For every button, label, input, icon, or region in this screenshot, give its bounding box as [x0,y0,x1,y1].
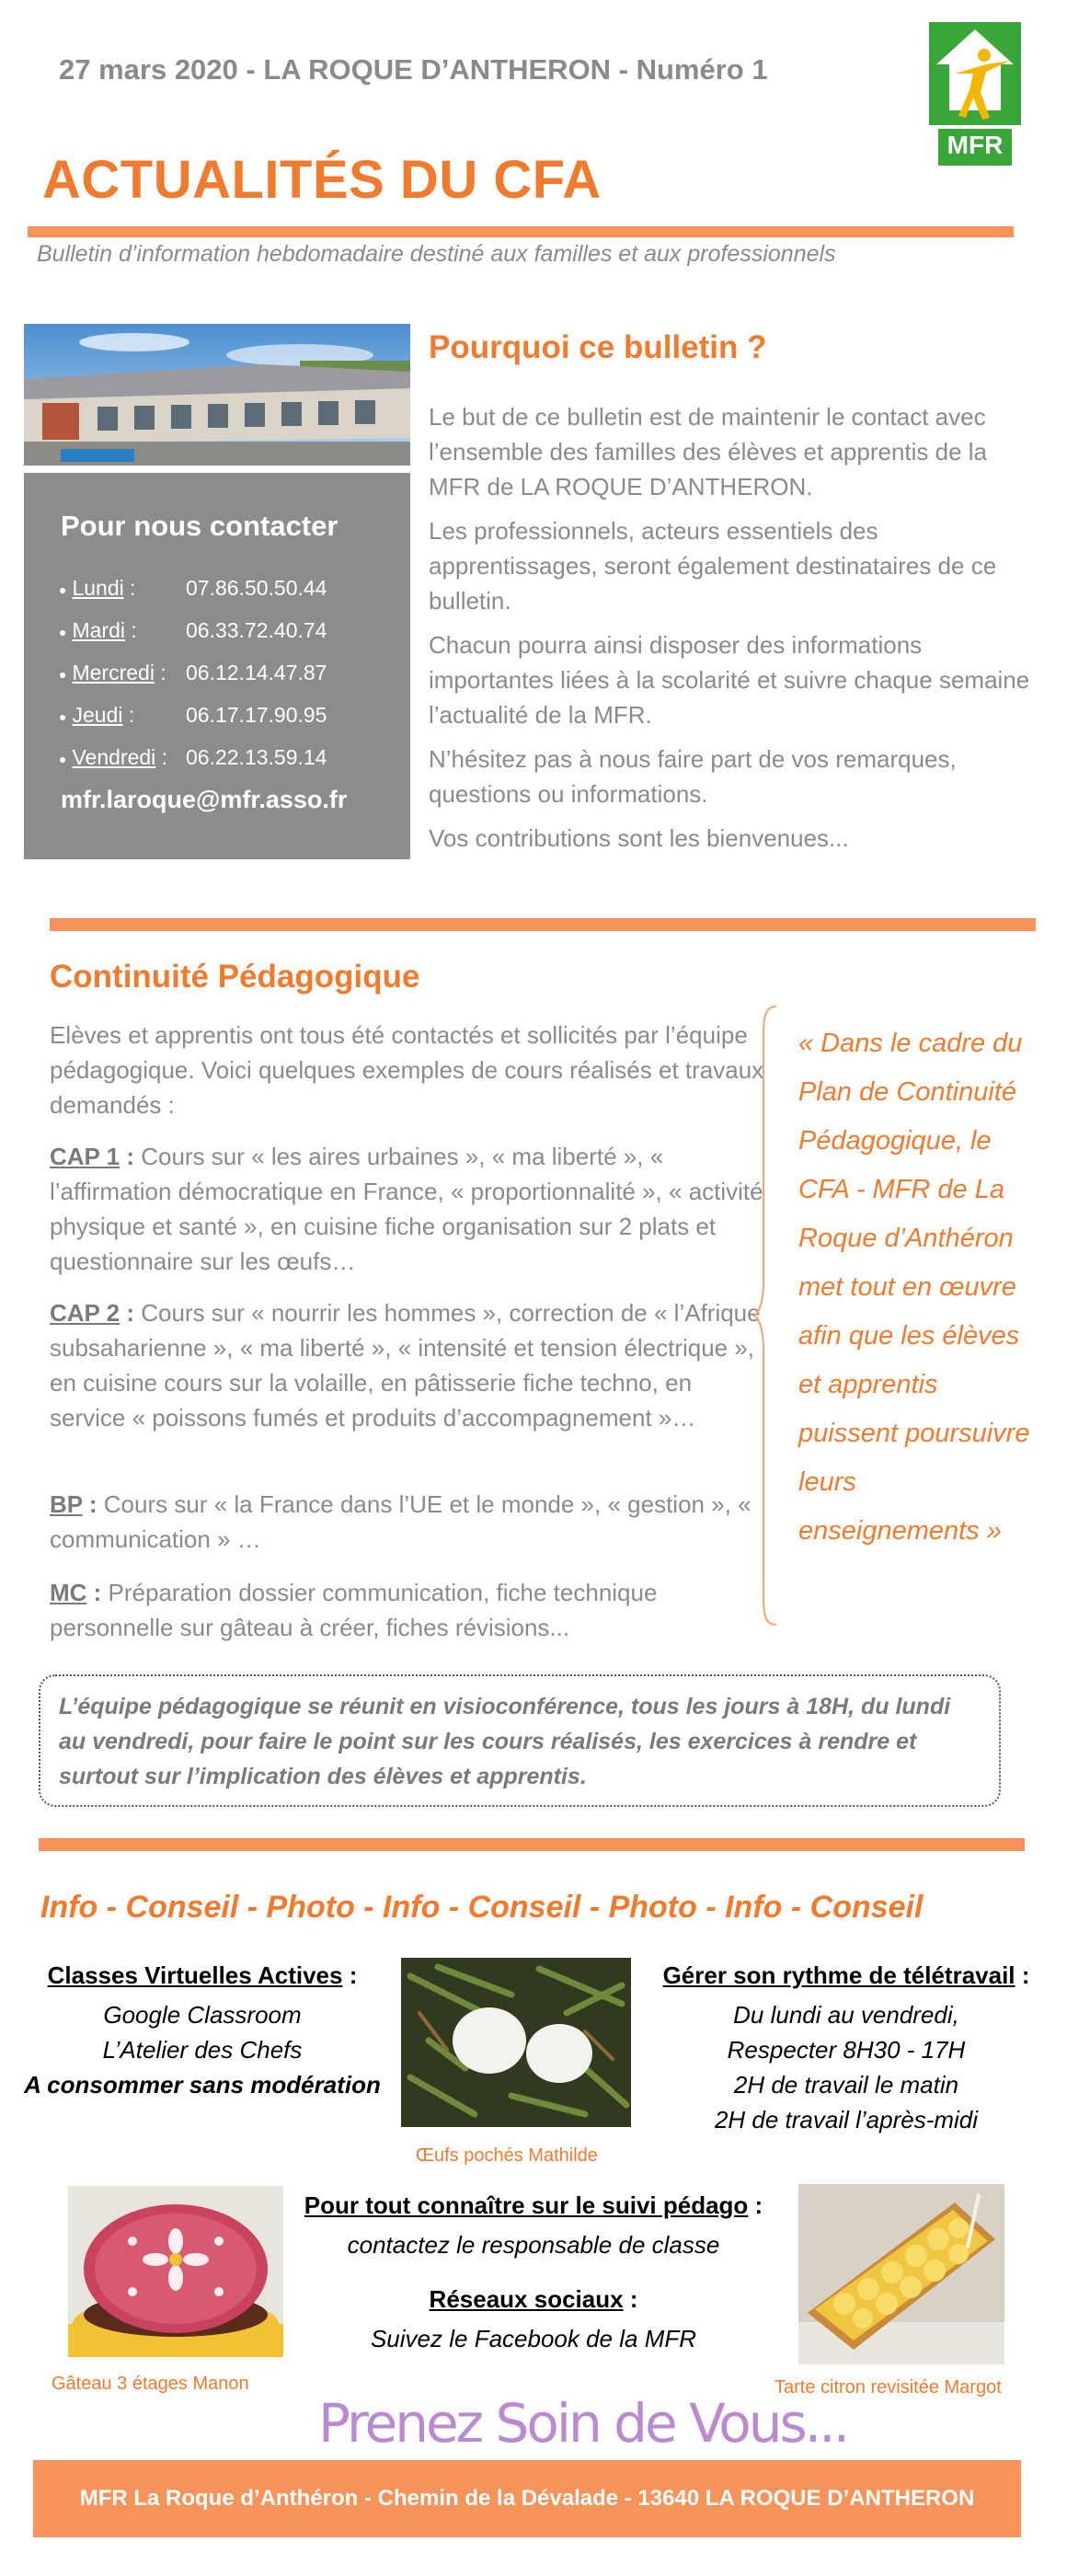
virtual-class-line: L’Atelier des Chefs [102,2036,303,2064]
social-block: Réseaux sociaux : Suivez le Facebook de la MFR [276,2282,791,2356]
telework-line: 2H de travail l’après-midi [714,2106,979,2133]
care-slogan: Prenez Soin de Vous... [318,2392,848,2455]
telework-heading: Gérer son rythme de télétravail [662,1961,1015,1989]
phone-number[interactable]: 06.22.13.59.14 [186,745,327,769]
course-text: Préparation dossier communication, fiche technique personnelle sur gâteau à créer, fiches révisions... [50,1579,658,1641]
course-item-mc: MC : Préparation dossier communication, fiche technique personnelle sur gâteau à créer, fiches révisions... [50,1579,658,1641]
team-note-text: L’équipe pédagogique se réunit en visioconférence, tous les jours à 18H, du lundi au vendredi, pour faire le point sur les cours réalisés, les exercices à rendre et surtout sur l’implication des élèves et apprentis. [59,1694,951,1789]
footer-address: MFR La Roque d’Anthéron - Chemin de la Dévalade - 13640 LA ROQUE D’ANTHERON [79,2486,975,2511]
page-title: ACTUALITÉS DU CFA [42,150,602,210]
course-item-cap1: CAP 1 : Cours sur « les aires urbaines », « ma liberté », « l’affirmation démocratique en France, « proportionnalité », « activité physique et santé », en cuisine fiche organisation sur 2 plats et questionnaire sur les œufs… [50,1143,763,1275]
why-paragraph: Vos contributions sont les bienvenues... [429,824,849,852]
issue-line: 27 mars 2020 - LA ROQUE D’ANTHERON - Numéro 1 [59,53,768,86]
why-paragraph: Chacun pourra ainsi disposer des informations importantes liées à la scolarité et suivre chaque semaine l’actualité de la MFR. [429,631,1030,729]
continuity-intro: Elèves et apprentis ont tous été contactés et sollicités par l’équipe pédagogique. Voici quelques exemples de cours réalisés et travaux demandés : [50,1021,764,1119]
contact-row-tuesday: ● Mardi : 06.33.72.40.74 [59,618,327,642]
telework-line: Du lundi au vendredi, [733,2001,959,2029]
course-label: BP [50,1490,83,1518]
followup-heading: Pour tout connaître sur le suivi pédago [304,2191,749,2219]
course-item-bp: BP : Cours sur « la France dans l’UE et le monde », « gestion », « communication » … [50,1490,751,1553]
phone-number[interactable]: 07.86.50.50.44 [186,576,327,600]
contact-title: Pour nous contacter [61,510,338,542]
photo-caption: Tarte citron revisitée Margot [774,2377,1002,2398]
virtual-class-line: A consommer sans modération [24,2071,381,2099]
logo-text: MFR [947,131,1004,159]
lemon-tart-photo [798,2184,1004,2364]
followup-block: Pour tout connaître sur le suivi pédago : contactez le responsable de classe [276,2188,791,2262]
virtual-classes-block: Classes Virtuelles Actives : Google Classroom L’Atelier des Chefs A consommer sans modération [0,1958,405,2102]
team-note-box [39,1674,1001,1807]
course-text: Cours sur « la France dans l’UE et le monde », « gestion », « communication » … [50,1490,751,1553]
quote-brace [752,1005,780,1627]
followup-line: contactez le responsable de classe [347,2231,720,2259]
pull-quote: « Dans le cadre du Plan de Continuité Pédagogique, le CFA - MFR de La Roque d’Anthéron met tout en œuvre afin que les élèves et apprentis puissent poursuivre leurs enseignements » [798,1029,1030,1546]
bullet-icon: ● [59,581,67,597]
contact-row-monday: ● Lundi : 07.86.50.50.44 [59,576,327,600]
course-text: Cours sur « les aires urbaines », « ma liberté », « l’affirmation démocratique en France, « proportionnalité », « activité physique et santé », en cuisine fiche organisation sur 2 plats et questionnaire sur les œufs… [50,1143,763,1275]
footer-bar [33,2460,1021,2537]
info-banner: Info - Conseil - Photo - Info - Conseil - Photo - Info - Conseil [40,1890,924,1925]
course-label: CAP 2 [50,1299,120,1327]
social-heading: Réseaux sociaux [429,2285,624,2313]
why-paragraph: Le but de ce bulletin est de maintenir le contact avec l’ensemble des familles des élèves et apprentis de la MFR de LA ROQUE D’ANTHERON. [429,403,988,500]
why-paragraph: Les professionnels, acteurs essentiels des apprentissages, seront également destinataires de ce bulletin. [429,517,997,615]
section-divider-bar [50,918,1036,931]
poached-eggs-photo [401,1958,631,2127]
cake-photo [68,2186,283,2357]
contact-row-thursday: ● Jeudi : 06.17.17.90.95 [59,703,327,727]
why-paragraph: N’hésitez pas à nous faire part de vos remarques, questions ou informations. [429,745,957,808]
why-title: Pourquoi ce bulletin ? [429,329,767,365]
contact-row-friday: ● Vendredi : 06.22.13.59.14 [59,745,327,769]
contact-row-wednesday: ● Mercredi : 06.12.14.47.87 [59,661,327,684]
telework-block: Gérer son rythme de télétravail : Du lundi au vendredi, Respecter 8H30 - 17H 2H de travail le matin 2H de travail l’après-midi [635,1958,1058,2137]
virtual-class-line: Google Classroom [103,2001,302,2029]
course-text: Cours sur « nourrir les hommes », correction de « l’Afrique subsaharienne », « ma liberté », « intensité et tension électrique », en cuisine cours sur la volaille, en pâtisserie fiche techno, en service « poissons fumés et produits d’accompagnement »… [50,1299,761,1432]
bullet-icon: ● [59,708,67,724]
page-subtitle: Bulletin d’information hebdomadaire destiné aux familles et aux professionnels [37,241,836,267]
bullet-icon: ● [59,751,67,766]
mfr-logo [929,22,1021,171]
course-item-cap2: CAP 2 : Cours sur « nourrir les hommes », correction de « l’Afrique subsaharienne », « ma liberté », « intensité et tension électrique », en cuisine cours sur la volaille, en pâtisserie fiche techno, en service « poissons fumés et produits d’accompagnement »… [50,1299,761,1432]
telework-line: 2H de travail le matin [733,2071,959,2099]
photo-caption: Gâteau 3 étages Manon [52,2374,249,2394]
social-line[interactable]: Suivez le Facebook de la MFR [370,2325,697,2352]
section-divider-bar [39,1838,1025,1851]
photo-caption: Œufs pochés Mathilde [416,2145,598,2166]
virtual-classes-heading: Classes Virtuelles Actives [47,1961,343,1989]
phone-number[interactable]: 06.33.72.40.74 [186,618,327,642]
course-label: MC [50,1579,87,1606]
bullet-icon: ● [59,666,67,682]
course-label: CAP 1 [50,1143,120,1170]
contact-box [24,473,410,859]
phone-number[interactable]: 06.17.17.90.95 [186,703,327,727]
continuity-title: Continuité Pédagogique [50,959,420,995]
phone-number[interactable]: 06.12.14.47.87 [186,661,327,684]
building-photo [24,324,410,466]
telework-line: Respecter 8H30 - 17H [727,2036,966,2064]
title-underline-bar [28,226,1014,237]
bullet-icon: ● [59,624,67,639]
contact-email-link[interactable]: mfr.laroque@mfr.asso.fr [61,786,348,813]
